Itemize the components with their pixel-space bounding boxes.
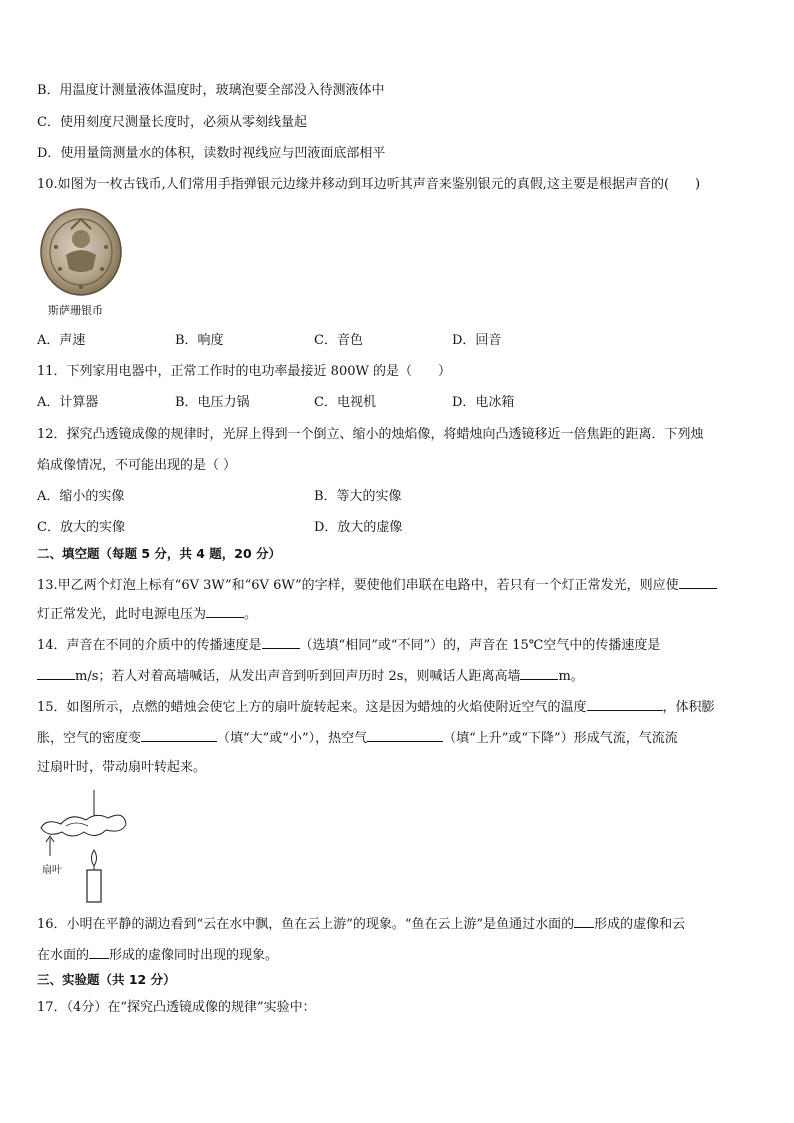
q10-option-c: C．音色 (314, 333, 363, 348)
q15-blank-3 (367, 728, 443, 742)
fan-blade-label: 扇叶 (42, 865, 62, 876)
q11-option-c: C．电视机 (314, 395, 376, 410)
q14-line2 (37, 666, 584, 686)
q13-line2 (37, 604, 257, 624)
q15-blank-2 (141, 728, 217, 742)
q14-blank-1 (262, 635, 300, 649)
q12-option-b: B．等大的实像 (314, 489, 402, 504)
q15-line2 (37, 728, 678, 748)
q11-stem: 11．下列家用电器中，正常工作时的电功率最接近 800W 的是（ ） (37, 364, 451, 379)
q16-blank-1 (574, 914, 594, 928)
q10-option-d: D．回音 (452, 333, 502, 348)
q16-text-3: 在水面的 (37, 948, 90, 963)
q14-blank-3 (520, 666, 558, 680)
q15-text-2: ，体积膨 (662, 700, 715, 715)
q16-line2 (37, 945, 278, 965)
q11-option-b: B．电压力锅 (175, 395, 250, 410)
q16-text-1: 16．小明在平静的湖边看到“云在水中飘，鱼在云上游”的现象。“鱼在云上游”是鱼通过水面的 (37, 917, 575, 932)
q9-option-d: D．使用量筒测量水的体积，读数时视线应与凹液面底部相平 (37, 146, 386, 161)
q15-text-1: 15．如图所示，点燃的蜡烛会使它上方的扇叶旋转起来。这是因为蜡烛的火焰使附近空气的温度 (37, 700, 587, 715)
q15-text-5: （填“上升”或“下降”）形成气流，气流流 (443, 731, 678, 746)
q16-text-2: 形成的虚像和云 (594, 917, 686, 932)
q11-option-a: A．计算器 (37, 395, 99, 410)
q15-line3: 过扇叶时，带动扇叶转起来。 (37, 760, 207, 775)
coin-caption: 斯萨珊银币 (48, 304, 103, 317)
q13-text-3: 。 (244, 607, 258, 622)
q10-option-b: B．响度 (175, 333, 224, 348)
q12-option-d: D．放大的虚像 (314, 520, 403, 535)
q13-text-2: 灯正常发光，此时电源电压为 (37, 607, 207, 622)
q17-stem: 17．（4分）在“探究凸透镜成像的规律”实验中： (37, 1000, 316, 1015)
q12-stem-line1: 12．探究凸透镜成像的规律时，光屏上得到一个倒立、缩小的烛焰像，将蜡烛向凸透镜移近一倍焦距的距离．下列烛 (37, 427, 704, 442)
section-3-heading: 三、实验题（共 12 分） (37, 972, 176, 987)
q14-blank-2 (37, 666, 75, 680)
q13-blank-2 (206, 604, 244, 618)
q14-text-3: m/s；若人对着高墙喊话，从发出声音到听到回声历时 2s，则喊话人距离高墙 (75, 669, 521, 684)
q12-stem-line2: 焰成像情况，不可能出现的是（ ） (37, 458, 237, 473)
q15-line1 (37, 697, 715, 717)
candle-fan-figure (36, 790, 136, 905)
q13-blank-1 (679, 575, 717, 589)
q10-option-a: A．声速 (37, 333, 86, 348)
q13-text-1: 13.甲乙两个灯泡上标有“6V 3W”和“6V 6W”的字样，要使他们串联在电路中，若只有一个灯正常发光，则应使 (37, 578, 679, 593)
q16-line1 (37, 914, 685, 934)
q11-option-d: D．电冰箱 (452, 395, 515, 410)
coin-image (38, 207, 124, 297)
q15-blank-1 (587, 697, 663, 711)
q14-text-4: m。 (558, 669, 584, 684)
q9-option-b: B．用温度计测量液体温度时，玻璃泡要全部没入待测液体中 (37, 83, 385, 98)
q15-text-4: （填“大”或“小”），热空气 (217, 731, 368, 746)
q14-line1 (37, 635, 660, 655)
q13-line1 (37, 575, 717, 595)
q10-stem: 10.如图为一枚古钱币,人们常用手指弹银元边缘并移动到耳边听其声音来鉴别银元的真假,这主要是根据声音的( ) (37, 177, 701, 192)
section-2-heading: 二、填空题（每题 5 分，共 4 题，20 分） (37, 546, 282, 561)
q16-text-4: 形成的虚像同时出现的现象。 (109, 948, 279, 963)
q12-option-a: A．缩小的实像 (37, 489, 125, 504)
q12-option-c: C．放大的实像 (37, 520, 125, 535)
q15-text-3: 胀，空气的密度变 (37, 731, 142, 746)
q14-text-1: 14．声音在不同的介质中的传播速度是 (37, 638, 262, 653)
q9-option-c: C．使用刻度尺测量长度时，必须从零刻线量起 (37, 115, 307, 130)
q14-text-2: （选填“相同”或“不同”）的，声音在 15℃空气中的传播速度是 (299, 638, 661, 653)
q16-blank-2 (89, 945, 109, 959)
